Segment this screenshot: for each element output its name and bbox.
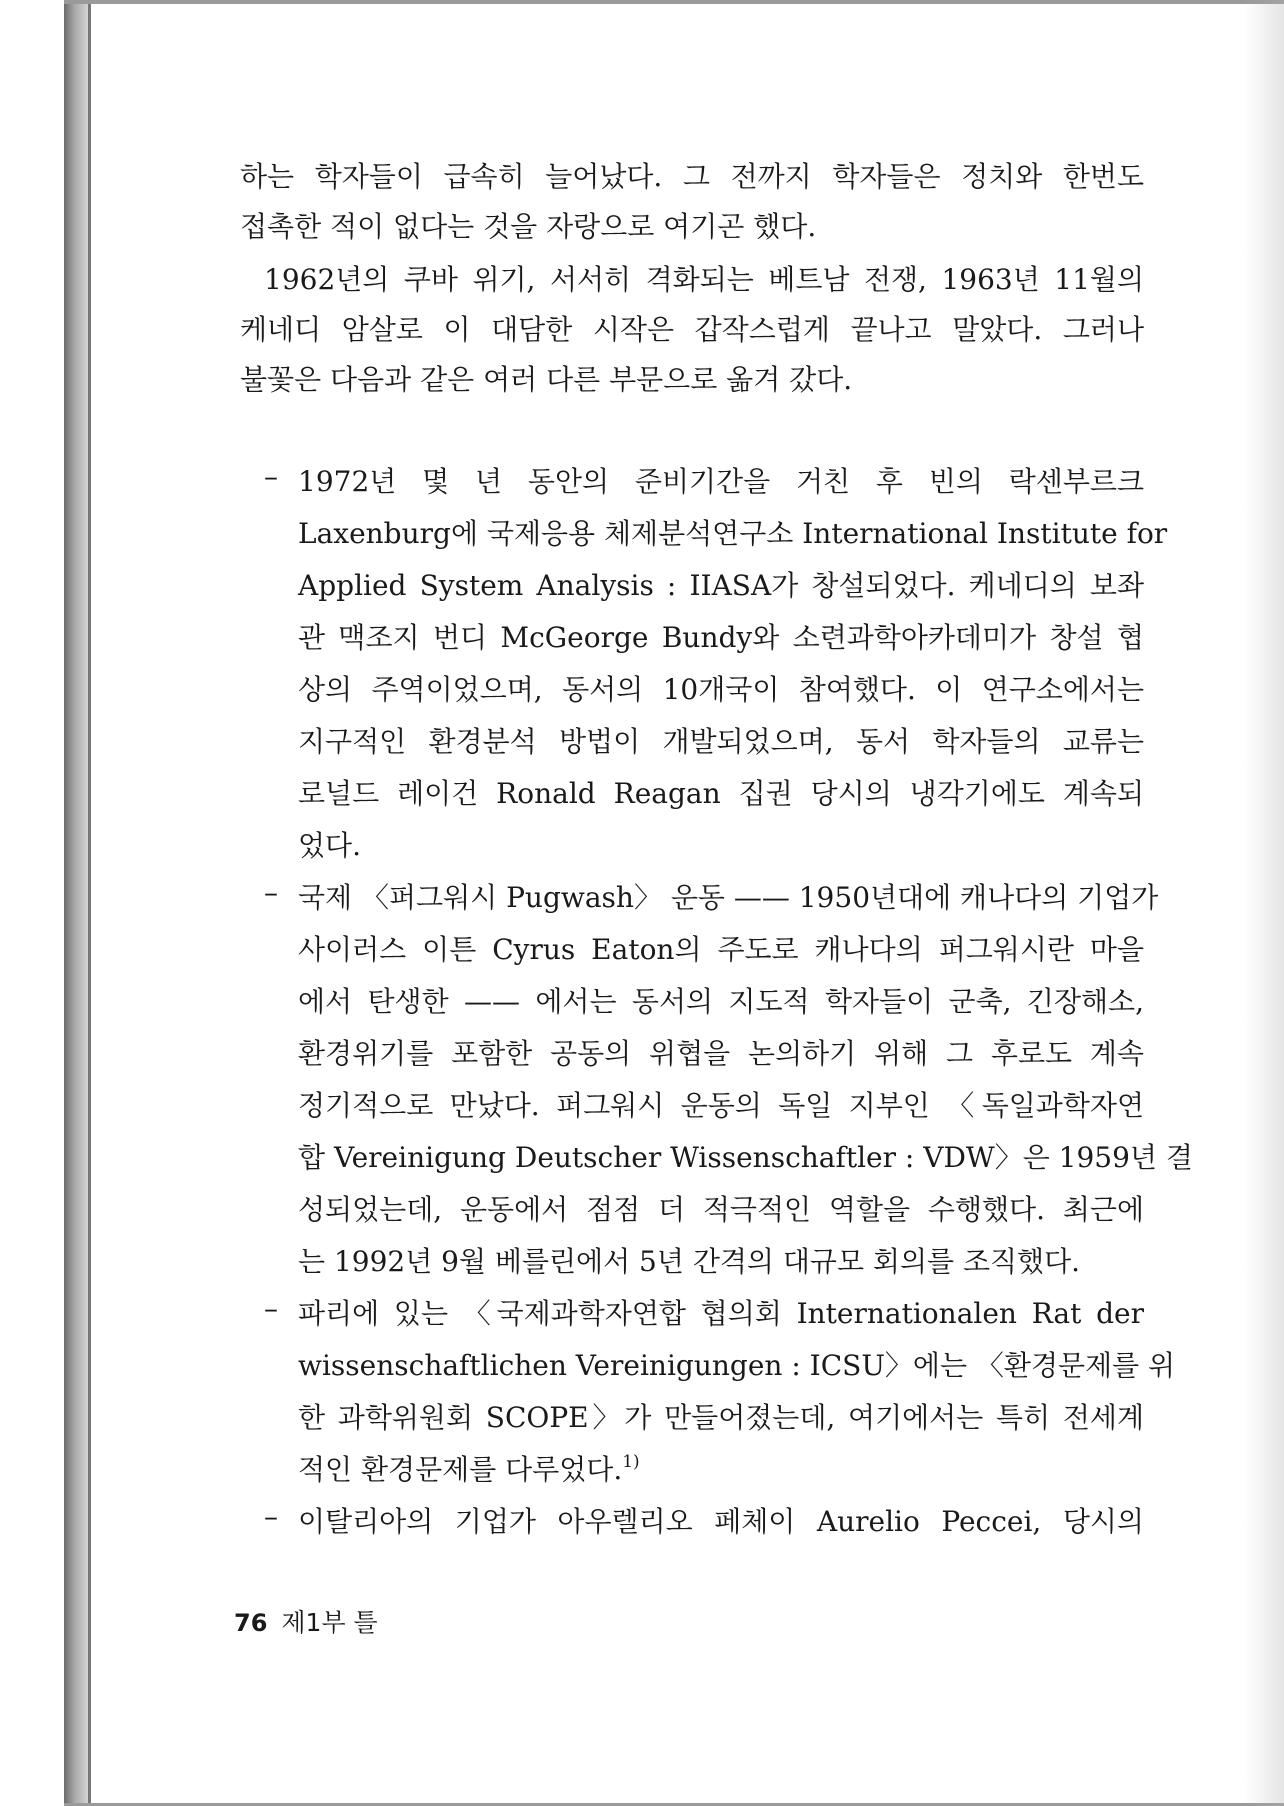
- list-dash: –: [264, 460, 278, 493]
- list-item-line: 파리에 있는 〈국제과학자연합 협의회 Internationalen Rat der: [298, 1297, 1144, 1330]
- list-item-line: 국제 〈퍼그워시 Pugwash〉 운동 —— 1950년대에 캐나다의 기업가: [298, 881, 1159, 914]
- body-line: 하는 학자들이 급속히 늘어났다. 그 전까지 학자들은 정치와 한번도: [240, 160, 1144, 193]
- list-dash: –: [264, 876, 278, 909]
- list-item-line: 는 1992년 9월 베를린에서 5년 간격의 대규모 회의를 조직했다.: [298, 1245, 1081, 1278]
- list-item-line: 이탈리아의 기업가 아우렐리오 페체이 Aurelio Peccei, 당시의: [298, 1505, 1144, 1538]
- list-item-line: Applied System Analysis : IIASA가 창설되었다. 케네디의 보좌: [298, 569, 1144, 602]
- list-item-line: 에서 탄생한 —— 에서는 동서의 지도적 학자들이 군축, 긴장해소,: [298, 985, 1144, 1018]
- body-line: 케네디 암살로 이 대담한 시작은 갑작스럽게 끝나고 말았다. 그러나: [240, 313, 1144, 346]
- list-item-line: 정기적으로 만났다. 퍼그워시 운동의 독일 지부인 〈독일과학자연: [298, 1089, 1144, 1122]
- list-item-line: 1972년 몇 년 동안의 준비기간을 거친 후 빈의 락센부르크: [298, 465, 1144, 498]
- list-item-line: 관 맥조지 번디 McGeorge Bundy와 소련과학아카데미가 창설 협: [298, 621, 1144, 654]
- list-item-line: 었다.: [298, 829, 361, 862]
- spine-edge: [88, 0, 91, 1806]
- list-item-line: [298, 1448, 1144, 1488]
- page-number: 76: [234, 1609, 268, 1637]
- body-line: 불꽃은 다음과 같은 여러 다른 부문으로 옮겨 갔다.: [240, 363, 853, 396]
- list-dash: –: [264, 1292, 278, 1325]
- page-shadow: [1244, 0, 1284, 1806]
- section-title: 제1부 틀: [281, 1608, 378, 1637]
- page-footer: [234, 1603, 378, 1639]
- book-spine: [64, 0, 88, 1806]
- page-top-edge: [64, 0, 1284, 4]
- list-dash: –: [264, 1500, 278, 1533]
- list-item-text: 적인 환경문제를 다루었다.: [298, 1453, 623, 1486]
- list-item-line: Laxenburg에 국제응용 체제분석연구소 International Institute for: [298, 517, 1168, 550]
- list-item-line: 상의 주역이었으며, 동서의 10개국이 참여했다. 이 연구소에서는: [298, 673, 1144, 706]
- list-item-line: 합 Vereinigung Deutscher Wissenschaftler : VDW〉은 1959년 결: [298, 1141, 1193, 1174]
- body-line: 1962년의 쿠바 위기, 서서히 격화되는 베트남 전쟁, 1963년 11월의: [264, 263, 1144, 296]
- list-item-line: wissenschaftlichen Vereinigungen : ICSU〉에는 〈환경문제를 위: [298, 1349, 1176, 1382]
- list-item-line: 한 과학위원회 SCOPE〉가 만들어졌는데, 여기에서는 특히 전세계: [298, 1401, 1144, 1434]
- body-line: 접촉한 적이 없다는 것을 자랑으로 여기곤 했다.: [240, 210, 817, 243]
- list-item-line: 지구적인 환경분석 방법이 개발되었으며, 동서 학자들의 교류는: [298, 725, 1144, 758]
- list-item-line: 환경위기를 포함한 공동의 위협을 논의하기 위해 그 후로도 계속: [298, 1037, 1144, 1070]
- footnote-marker: 1): [622, 1452, 640, 1472]
- list-item-line: 로널드 레이건 Ronald Reagan 집권 당시의 냉각기에도 계속되: [298, 777, 1144, 810]
- list-item-line: 사이러스 이튼 Cyrus Eaton의 주도로 캐나다의 퍼그워시란 마을: [298, 933, 1144, 966]
- list-item-line: 성되었는데, 운동에서 점점 더 적극적인 역할을 수행했다. 최근에: [298, 1193, 1144, 1226]
